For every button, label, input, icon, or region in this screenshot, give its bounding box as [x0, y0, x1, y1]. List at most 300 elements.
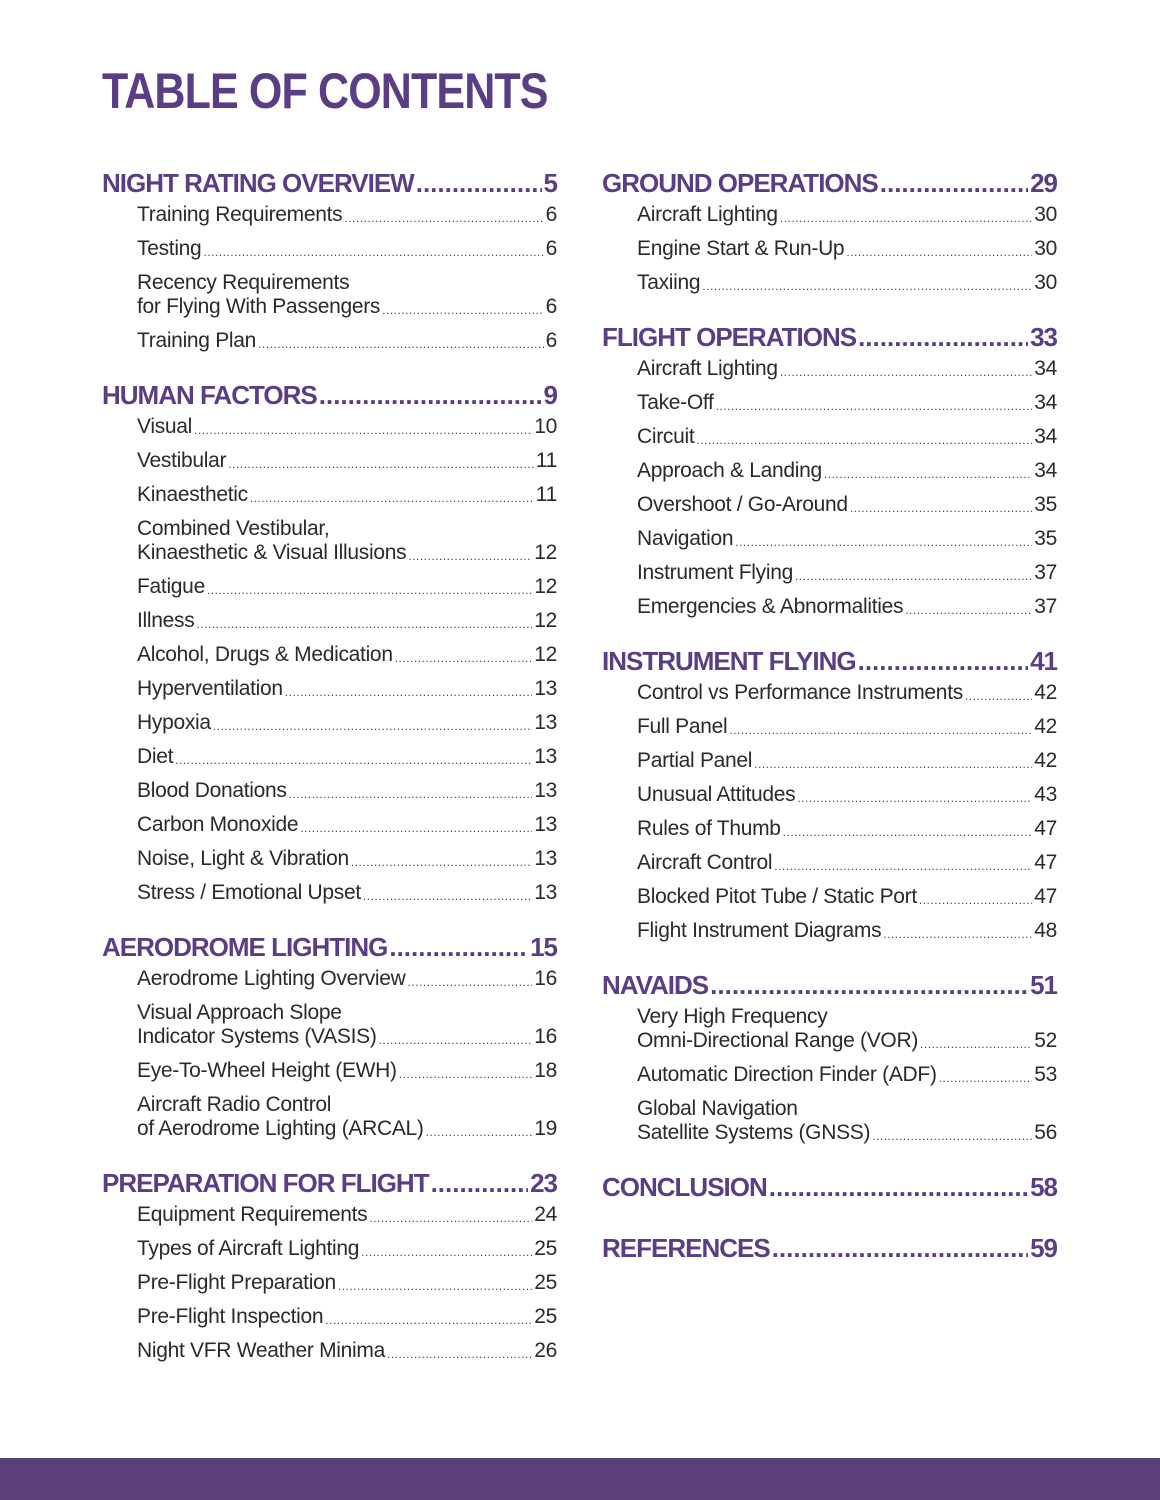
- toc-entry[interactable]: [137, 813, 557, 837]
- entry-page-number: 25: [534, 1305, 557, 1328]
- dot-leader: [905, 601, 1032, 619]
- entry-label-line: Very High Frequency: [637, 1005, 828, 1028]
- entry-label: [137, 1203, 367, 1227]
- dot-leader: [399, 1065, 533, 1083]
- entry-label-line: Kinaesthetic & Visual Illusions: [137, 541, 407, 564]
- entry-page-number: 6: [545, 203, 557, 226]
- dot-leader: [416, 168, 542, 199]
- section-heading[interactable]: [602, 646, 1057, 680]
- toc-entry[interactable]: [637, 493, 1057, 517]
- dot-leader: [702, 277, 1032, 295]
- entry-label: [137, 609, 194, 633]
- entry-label-line: Aircraft Lighting: [637, 357, 778, 380]
- entry-page-number: 13: [534, 711, 557, 734]
- section-heading[interactable]: [102, 380, 557, 414]
- section-title: AERODROME LIGHTING: [102, 932, 388, 962]
- entry-page-number: 52: [1034, 1029, 1057, 1052]
- entry-page-number: 26: [534, 1339, 557, 1362]
- toc-entry[interactable]: [137, 1237, 557, 1261]
- entry-label-line: of Aerodrome Lighting (ARCAL): [137, 1117, 424, 1140]
- entry-label: [637, 1063, 937, 1087]
- entry-label: [637, 203, 778, 227]
- entry-label-line: Global Navigation: [637, 1097, 798, 1120]
- entry-page-number: 25: [534, 1237, 557, 1260]
- dot-leader: [361, 1243, 532, 1261]
- dot-leader: [780, 209, 1032, 227]
- entry-label-line: Eye-To-Wheel Height (EWH): [137, 1059, 397, 1082]
- dot-leader: [382, 301, 543, 319]
- dot-leader: [228, 455, 534, 473]
- dot-leader: [696, 431, 1032, 449]
- entry-label: [637, 681, 963, 705]
- entry-label-line: Satellite Systems (GNSS): [637, 1121, 871, 1144]
- entry-page-number: 6: [545, 237, 557, 260]
- toc-entry[interactable]: [137, 203, 557, 227]
- entry-label-line: Carbon Monoxide: [137, 813, 299, 836]
- section-page-number: 59: [1030, 1233, 1057, 1263]
- section-title: CONCLUSION: [602, 1172, 767, 1202]
- dot-leader: [369, 1209, 532, 1227]
- section-heading[interactable]: [602, 322, 1057, 356]
- entry-label-line: Blood Donations: [137, 779, 287, 802]
- entry-page-number: 16: [534, 967, 557, 990]
- toc-entry[interactable]: [637, 681, 1057, 705]
- toc-left-column: [102, 168, 557, 1390]
- dot-leader: [344, 209, 543, 227]
- toc-entry[interactable]: [637, 749, 1057, 773]
- dot-leader: [194, 421, 532, 439]
- entry-page-number: 16: [534, 1025, 557, 1048]
- entry-page-number: 37: [1034, 595, 1057, 618]
- dot-leader: [250, 489, 534, 507]
- entry-label-line: Alcohol, Drugs & Medication: [137, 643, 393, 666]
- entry-label-line: Pre-Flight Inspection: [137, 1305, 324, 1328]
- dot-leader: [880, 168, 1028, 199]
- entry-page-number: 34: [1034, 391, 1057, 414]
- entry-label-line: Overshoot / Go-Around: [637, 493, 848, 516]
- entry-page-number: 30: [1034, 237, 1057, 260]
- entry-label: [637, 561, 793, 585]
- entry-page-number: 13: [534, 813, 557, 836]
- entry-label: [137, 813, 298, 837]
- entry-label: [137, 643, 393, 667]
- entry-page-number: 48: [1034, 919, 1057, 942]
- dot-leader: [735, 533, 1032, 551]
- dot-leader: [325, 1311, 532, 1329]
- entry-label-line: Emergencies & Abnormalities: [637, 595, 904, 618]
- entry-label: [137, 745, 173, 769]
- section-heading[interactable]: [602, 1233, 1057, 1267]
- section-page-number: 29: [1030, 168, 1057, 198]
- entry-label-line: Full Panel: [637, 715, 728, 738]
- toc-entry[interactable]: [137, 677, 557, 701]
- entry-page-number: 47: [1034, 885, 1057, 908]
- dot-leader: [872, 1127, 1032, 1145]
- entry-label: [637, 885, 917, 909]
- toc-entry[interactable]: [637, 817, 1057, 841]
- dot-leader: [363, 887, 532, 905]
- entry-label-line: Engine Start & Run-Up: [637, 237, 845, 260]
- entry-page-number: 34: [1034, 425, 1057, 448]
- entry-page-number: 13: [534, 745, 557, 768]
- entry-label-line: Blocked Pitot Tube / Static Port: [637, 885, 917, 908]
- toc-entry[interactable]: [637, 1005, 1057, 1053]
- section-heading[interactable]: [602, 1172, 1057, 1206]
- entry-page-number: 43: [1034, 783, 1057, 806]
- toc-entry[interactable]: [137, 1059, 557, 1083]
- dot-leader: [965, 687, 1032, 705]
- entry-label-line: Aerodrome Lighting Overview: [137, 967, 406, 990]
- entry-label: [137, 415, 192, 439]
- entry-page-number: 34: [1034, 357, 1057, 380]
- entry-label: [637, 1005, 918, 1053]
- toc-entry[interactable]: [137, 1203, 557, 1227]
- entry-label: [137, 575, 205, 599]
- entry-label-line: Stress / Emotional Upset: [137, 881, 361, 904]
- entry-label-line: Hyperventilation: [137, 677, 283, 700]
- dot-leader: [203, 243, 543, 261]
- entry-label-line: Rules of Thumb: [637, 817, 781, 840]
- dot-leader: [379, 1031, 533, 1049]
- entry-label: [637, 357, 778, 381]
- entry-label: [137, 1339, 385, 1363]
- toc-entry[interactable]: [637, 391, 1057, 415]
- entry-page-number: 10: [534, 415, 557, 438]
- entry-page-number: 35: [1034, 527, 1057, 550]
- section-heading[interactable]: [602, 970, 1057, 1004]
- entry-page-number: 42: [1034, 681, 1057, 704]
- entry-page-number: 12: [534, 643, 557, 666]
- entry-label-line: Pre-Flight Preparation: [137, 1271, 336, 1294]
- dot-leader: [883, 925, 1032, 943]
- section-page-number: 5: [543, 168, 557, 198]
- entry-page-number: 37: [1034, 561, 1057, 584]
- section-title: REFERENCES: [602, 1233, 770, 1263]
- toc-entry[interactable]: [637, 885, 1057, 909]
- toc-entry[interactable]: [137, 847, 557, 871]
- entry-label-line: Equipment Requirements: [137, 1203, 368, 1226]
- toc-section-aerodrome-lighting: [102, 932, 557, 1141]
- dot-leader: [196, 615, 532, 633]
- dot-leader: [338, 1277, 532, 1295]
- toc-entry[interactable]: [637, 783, 1057, 807]
- entry-page-number: 12: [534, 575, 557, 598]
- entry-label-line: Instrument Flying: [637, 561, 793, 584]
- entry-label-line: Taxiing: [637, 271, 701, 294]
- toc-entry[interactable]: [137, 881, 557, 905]
- section-heading[interactable]: [102, 1168, 557, 1202]
- entry-page-number: 47: [1034, 851, 1057, 874]
- entry-page-number: 13: [534, 677, 557, 700]
- entry-label: [637, 919, 881, 943]
- section-title: HUMAN FACTORS: [102, 380, 317, 410]
- entry-label: [137, 237, 201, 261]
- toc-section-preparation-for-flight: [102, 1168, 557, 1363]
- entry-label: [137, 967, 406, 991]
- toc-entry[interactable]: [137, 415, 557, 439]
- toc-entry[interactable]: [137, 1339, 557, 1363]
- entry-label-line: Vestibular: [137, 449, 227, 472]
- entry-label-line: Combined Vestibular,: [137, 517, 330, 540]
- dot-leader: [754, 755, 1032, 773]
- dot-leader: [426, 1123, 533, 1141]
- entry-page-number: 11: [535, 483, 557, 506]
- toc-entry[interactable]: [137, 1001, 557, 1049]
- toc-entry[interactable]: [637, 459, 1057, 483]
- toc-entry[interactable]: [137, 449, 557, 473]
- toc-entry[interactable]: [137, 779, 557, 803]
- dot-leader: [795, 567, 1032, 585]
- entry-page-number: 47: [1034, 817, 1057, 840]
- entry-label-line: Training Plan: [137, 329, 257, 352]
- entry-page-number: 56: [1034, 1121, 1057, 1144]
- entry-label-line: Visual Approach Slope: [137, 1001, 342, 1024]
- entry-label-line: Hypoxia: [137, 711, 211, 734]
- section-page-number: 51: [1030, 970, 1057, 1000]
- entry-page-number: 13: [534, 779, 557, 802]
- entry-page-number: 25: [534, 1271, 557, 1294]
- entry-label-line: Navigation: [637, 527, 734, 550]
- dot-leader: [389, 932, 528, 963]
- section-title: GROUND OPERATIONS: [602, 168, 878, 198]
- entry-label-line: Indicator Systems (VASIS): [137, 1025, 377, 1048]
- toc-section-ground-operations: [602, 168, 1057, 295]
- entry-page-number: 30: [1034, 271, 1057, 294]
- toc-entry[interactable]: [137, 643, 557, 667]
- entry-page-number: 6: [545, 295, 557, 318]
- toc-entry[interactable]: [637, 851, 1057, 875]
- toc-entry[interactable]: [137, 967, 557, 991]
- dot-leader: [769, 1172, 1028, 1203]
- entry-label: [137, 271, 380, 319]
- dot-leader: [729, 721, 1032, 739]
- toc-section-conclusion: [602, 1172, 1057, 1206]
- dot-leader: [258, 335, 544, 353]
- entry-page-number: 11: [535, 449, 557, 472]
- entry-label: [137, 1305, 323, 1329]
- entry-label-line: Visual: [137, 415, 193, 438]
- dot-leader: [846, 243, 1032, 261]
- entry-label: [137, 1093, 424, 1141]
- entry-label: [137, 1059, 397, 1083]
- entry-page-number: 30: [1034, 203, 1057, 226]
- entry-label: [637, 527, 733, 551]
- section-page-number: 58: [1030, 1172, 1057, 1202]
- section-page-number: 23: [530, 1168, 557, 1198]
- toc-entry[interactable]: [137, 237, 557, 261]
- toc-entry[interactable]: [637, 527, 1057, 551]
- toc-entry[interactable]: [137, 1093, 557, 1141]
- page-title: TABLE OF CONTENTS: [102, 63, 548, 119]
- section-title: INSTRUMENT FLYING: [602, 646, 856, 676]
- dot-leader: [774, 857, 1032, 875]
- dot-leader: [387, 1345, 532, 1363]
- toc-entry[interactable]: [637, 561, 1057, 585]
- entry-page-number: 24: [534, 1203, 557, 1226]
- entry-page-number: 13: [534, 881, 557, 904]
- toc-entry[interactable]: [637, 357, 1057, 381]
- entry-label-line: Take-Off: [637, 391, 714, 414]
- toc-right-column: [602, 168, 1057, 1294]
- entry-label-line: Circuit: [637, 425, 695, 448]
- toc-section-instrument-flying: [602, 646, 1057, 943]
- dot-leader: [408, 973, 533, 991]
- toc-entry[interactable]: [137, 745, 557, 769]
- entry-label-line: Kinaesthetic: [137, 483, 248, 506]
- entry-label: [637, 425, 694, 449]
- dot-leader: [213, 717, 532, 735]
- dot-leader: [780, 363, 1032, 381]
- entry-label: [637, 749, 752, 773]
- entry-label: [137, 449, 226, 473]
- entry-label-line: Approach & Landing: [637, 459, 822, 482]
- dot-leader: [285, 683, 532, 701]
- entry-label-line: Testing: [137, 237, 202, 260]
- footer-bar: [0, 1458, 1160, 1500]
- entry-label: [137, 881, 361, 905]
- entry-label: [137, 711, 211, 735]
- entry-label-line: Aircraft Lighting: [637, 203, 778, 226]
- entry-label-line: Partial Panel: [637, 749, 753, 772]
- entry-label-line: for Flying With Passengers: [137, 295, 381, 318]
- dot-leader: [207, 581, 532, 599]
- entry-label-line: Omni-Directional Range (VOR): [637, 1029, 919, 1052]
- entry-label-line: Night VFR Weather Minima: [137, 1339, 385, 1362]
- entry-label-line: Automatic Direction Finder (ADF): [637, 1063, 937, 1086]
- entry-page-number: 53: [1034, 1063, 1057, 1086]
- dot-leader: [772, 1233, 1028, 1264]
- toc-entry[interactable]: [137, 575, 557, 599]
- dot-leader: [300, 819, 532, 837]
- toc-entry[interactable]: [637, 1097, 1057, 1145]
- entry-label: [137, 203, 342, 227]
- entry-label-line: Noise, Light & Vibration: [137, 847, 349, 870]
- dot-leader: [797, 789, 1032, 807]
- dot-leader: [431, 1168, 529, 1199]
- entry-label: [637, 493, 848, 517]
- toc-entry[interactable]: [637, 237, 1057, 261]
- entry-label-line: Aircraft Radio Control: [137, 1093, 332, 1116]
- toc-entry[interactable]: [137, 271, 557, 319]
- toc-entry[interactable]: [137, 329, 557, 353]
- entry-label-line: Unusual Attitudes: [637, 783, 796, 806]
- entry-label: [637, 391, 714, 415]
- entry-label: [637, 459, 822, 483]
- dot-leader: [824, 465, 1032, 483]
- toc-entry[interactable]: [637, 919, 1057, 943]
- section-heading[interactable]: [102, 168, 557, 202]
- toc-entry[interactable]: [137, 609, 557, 633]
- toc-entry[interactable]: [137, 1271, 557, 1295]
- section-page-number: 33: [1030, 322, 1057, 352]
- toc-entry[interactable]: [637, 715, 1057, 739]
- entry-page-number: 12: [534, 609, 557, 632]
- section-title: PREPARATION FOR FLIGHT: [102, 1168, 429, 1198]
- dot-leader: [919, 891, 1032, 909]
- entry-page-number: 34: [1034, 459, 1057, 482]
- entry-page-number: 19: [534, 1117, 557, 1140]
- section-page-number: 41: [1030, 646, 1057, 676]
- entry-label: [137, 779, 287, 803]
- entry-label: [637, 271, 700, 295]
- toc-entry[interactable]: [137, 483, 557, 507]
- entry-label: [137, 847, 349, 871]
- entry-label: [637, 851, 772, 875]
- dot-leader: [395, 649, 533, 667]
- entry-label-line: Flight Instrument Diagrams: [637, 919, 882, 942]
- toc-entry[interactable]: [637, 1063, 1057, 1087]
- toc-entry[interactable]: [637, 425, 1057, 449]
- toc-section-references: [602, 1233, 1057, 1267]
- dot-leader: [289, 785, 533, 803]
- section-title: NAVAIDS: [602, 970, 709, 1000]
- dot-leader: [319, 380, 542, 411]
- entry-label-line: Training Requirements: [137, 203, 343, 226]
- entry-label-line: Types of Aircraft Lighting: [137, 1237, 360, 1260]
- dot-leader: [710, 970, 1028, 1001]
- entry-label-line: Illness: [137, 609, 195, 632]
- entry-label: [637, 817, 781, 841]
- entry-label: [137, 1001, 377, 1049]
- section-page-number: 9: [543, 380, 557, 410]
- entry-page-number: 42: [1034, 715, 1057, 738]
- entry-label: [637, 715, 727, 739]
- entry-label: [137, 1271, 336, 1295]
- dot-leader: [783, 823, 1033, 841]
- dot-leader: [408, 547, 532, 565]
- dot-leader: [858, 646, 1028, 677]
- entry-label-line: Diet: [137, 745, 174, 768]
- dot-leader: [850, 499, 1032, 517]
- entry-label: [637, 237, 844, 261]
- entry-label: [137, 1237, 359, 1261]
- toc-entry[interactable]: [637, 595, 1057, 619]
- entry-label: [137, 517, 406, 565]
- entry-label: [137, 329, 256, 353]
- toc-entry[interactable]: [137, 1305, 557, 1329]
- toc-section-human-factors: [102, 380, 557, 905]
- toc-section-night-rating-overview: [102, 168, 557, 353]
- entry-label: [137, 677, 283, 701]
- dot-leader: [939, 1069, 1033, 1087]
- dot-leader: [858, 322, 1028, 353]
- entry-label: [637, 783, 795, 807]
- entry-page-number: 13: [534, 847, 557, 870]
- section-title: NIGHT RATING OVERVIEW: [102, 168, 414, 198]
- toc-entry[interactable]: [637, 271, 1057, 295]
- section-heading[interactable]: [602, 168, 1057, 202]
- toc-section-navaids: [602, 970, 1057, 1145]
- dot-leader: [716, 397, 1033, 415]
- entry-page-number: 18: [534, 1059, 557, 1082]
- section-page-number: 15: [530, 932, 557, 962]
- dot-leader: [351, 853, 532, 871]
- entry-label-line: Control vs Performance Instruments: [637, 681, 963, 704]
- entry-label: [637, 1097, 870, 1145]
- toc-entry[interactable]: [137, 711, 557, 735]
- entry-label-line: Aircraft Control: [637, 851, 773, 874]
- section-title: FLIGHT OPERATIONS: [602, 322, 857, 352]
- toc-section-flight-operations: [602, 322, 1057, 619]
- entry-page-number: 12: [534, 541, 557, 564]
- entry-page-number: 42: [1034, 749, 1057, 772]
- dot-leader: [175, 751, 532, 769]
- toc-entry[interactable]: [137, 517, 557, 565]
- toc-entry[interactable]: [637, 203, 1057, 227]
- entry-label: [137, 483, 248, 507]
- dot-leader: [920, 1035, 1032, 1053]
- section-heading[interactable]: [102, 932, 557, 966]
